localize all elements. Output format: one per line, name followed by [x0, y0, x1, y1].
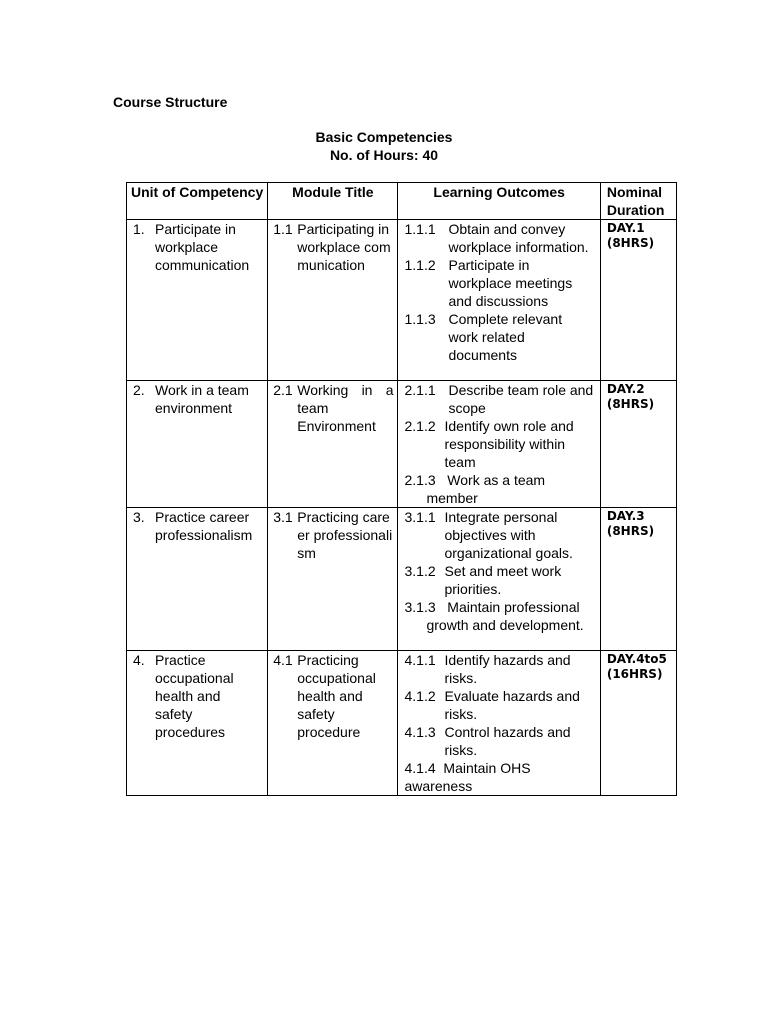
outcome-text: Work as a team member: [426, 472, 546, 506]
unit-number: 3.: [133, 509, 145, 525]
outcome-number: 1.1.1: [404, 221, 436, 237]
table-row: [127, 508, 677, 651]
duration-cell: [600, 508, 676, 651]
module-number: 2.1: [273, 382, 293, 398]
outcome-number: 2.1.1: [404, 382, 436, 398]
module-cell: [268, 220, 398, 381]
header-outcomes: Learning Outcomes: [398, 183, 600, 220]
unit-cell: [127, 220, 268, 381]
outcome-text: Identify hazards and risks.: [444, 652, 571, 686]
document-heading: Course Structure: [113, 94, 228, 110]
outcome-number: 4.1.1: [404, 652, 436, 668]
duration-day: DAY.1: [606, 221, 645, 235]
outcome-text: Identify own role and responsibility within team: [444, 418, 574, 470]
duration-day: DAY.2: [606, 382, 645, 396]
outcome-text: Integrate personal objectives with organizational goals.: [444, 509, 573, 561]
duration-hours: (16HRS): [606, 667, 663, 681]
outcome-number: 1.1.3: [404, 311, 436, 327]
module-number: 4.1: [273, 652, 293, 668]
outcomes-cell: [398, 381, 600, 508]
outcome-text: Participate in workplace meetings and discussions: [448, 257, 573, 309]
duration-day: DAY.3: [606, 509, 645, 523]
duration-hours: (8HRS): [606, 397, 655, 411]
module-cell: [268, 381, 398, 508]
outcome-text: Maintain OHS awareness: [404, 760, 531, 794]
unit-title: Practice occupational health and safety procedures: [155, 652, 234, 740]
table-row: [127, 651, 677, 796]
outcome-number: 3.1.1: [404, 509, 436, 525]
module-number: 1.1: [273, 221, 293, 237]
outcome-number: 4.1.4: [404, 760, 436, 776]
duration-day: DAY.4to5: [606, 652, 667, 666]
unit-title: Practice career professionalism: [155, 509, 253, 543]
outcome-number: 3.1.3: [404, 599, 436, 615]
table-header-row: [127, 183, 677, 220]
duration-cell: [600, 381, 676, 508]
outcome-number: 2.1.3: [404, 472, 436, 488]
outcome-text: Control hazards and risks.: [444, 724, 571, 758]
table-row: [127, 220, 677, 381]
module-cell: [268, 508, 398, 651]
outcome-number: 4.1.3: [404, 724, 436, 740]
outcome-text: Evaluate hazards and risks.: [444, 688, 580, 722]
module-number: 3.1: [273, 509, 293, 525]
header-unit: Unit of Competency: [127, 183, 268, 220]
outcomes-cell: [398, 651, 600, 796]
unit-number: 1.: [133, 221, 145, 237]
document-title: Basic Competencies: [315, 129, 453, 145]
hours-label: No. of Hours: 40: [329, 147, 439, 163]
unit-cell: [127, 508, 268, 651]
outcome-number: 1.1.2: [404, 257, 436, 273]
module-cell: [268, 651, 398, 796]
outcome-text: Maintain professional growth and development.: [426, 599, 584, 633]
duration-hours: (8HRS): [606, 524, 655, 538]
unit-number: 4.: [133, 652, 145, 668]
unit-number: 2.: [133, 382, 145, 398]
unit-cell: [127, 651, 268, 796]
outcome-number: 4.1.2: [404, 688, 436, 704]
header-duration: Nominal Duration: [600, 183, 676, 220]
unit-title: Participate in workplace communication: [155, 221, 250, 273]
outcome-text: Complete relevant work related documents: [448, 311, 563, 363]
outcomes-cell: [398, 508, 600, 651]
outcome-text: Obtain and convey workplace information.: [448, 221, 589, 255]
unit-cell: [127, 381, 268, 508]
table-row: [127, 381, 677, 508]
module-title: Practicing occupational health and safety procedure: [297, 652, 376, 740]
outcomes-cell: [398, 220, 600, 381]
course-structure-table: [126, 182, 677, 796]
outcome-number: 3.1.2: [404, 563, 436, 579]
outcome-text: Set and meet work priorities.: [444, 563, 562, 597]
duration-cell: [600, 220, 676, 381]
duration-cell: [600, 651, 676, 796]
module-title: Practicing career professionalism: [297, 509, 393, 561]
module-title: Participating in workplace communication: [297, 221, 391, 273]
duration-hours: (8HRS): [606, 236, 655, 250]
unit-title: Work in a team environment: [155, 382, 249, 416]
header-module: Module Title: [268, 183, 398, 220]
outcome-number: 2.1.2: [404, 418, 436, 434]
module-title: Working in a team Environment: [297, 382, 394, 434]
outcome-text: Describe team role and scope: [448, 382, 594, 416]
